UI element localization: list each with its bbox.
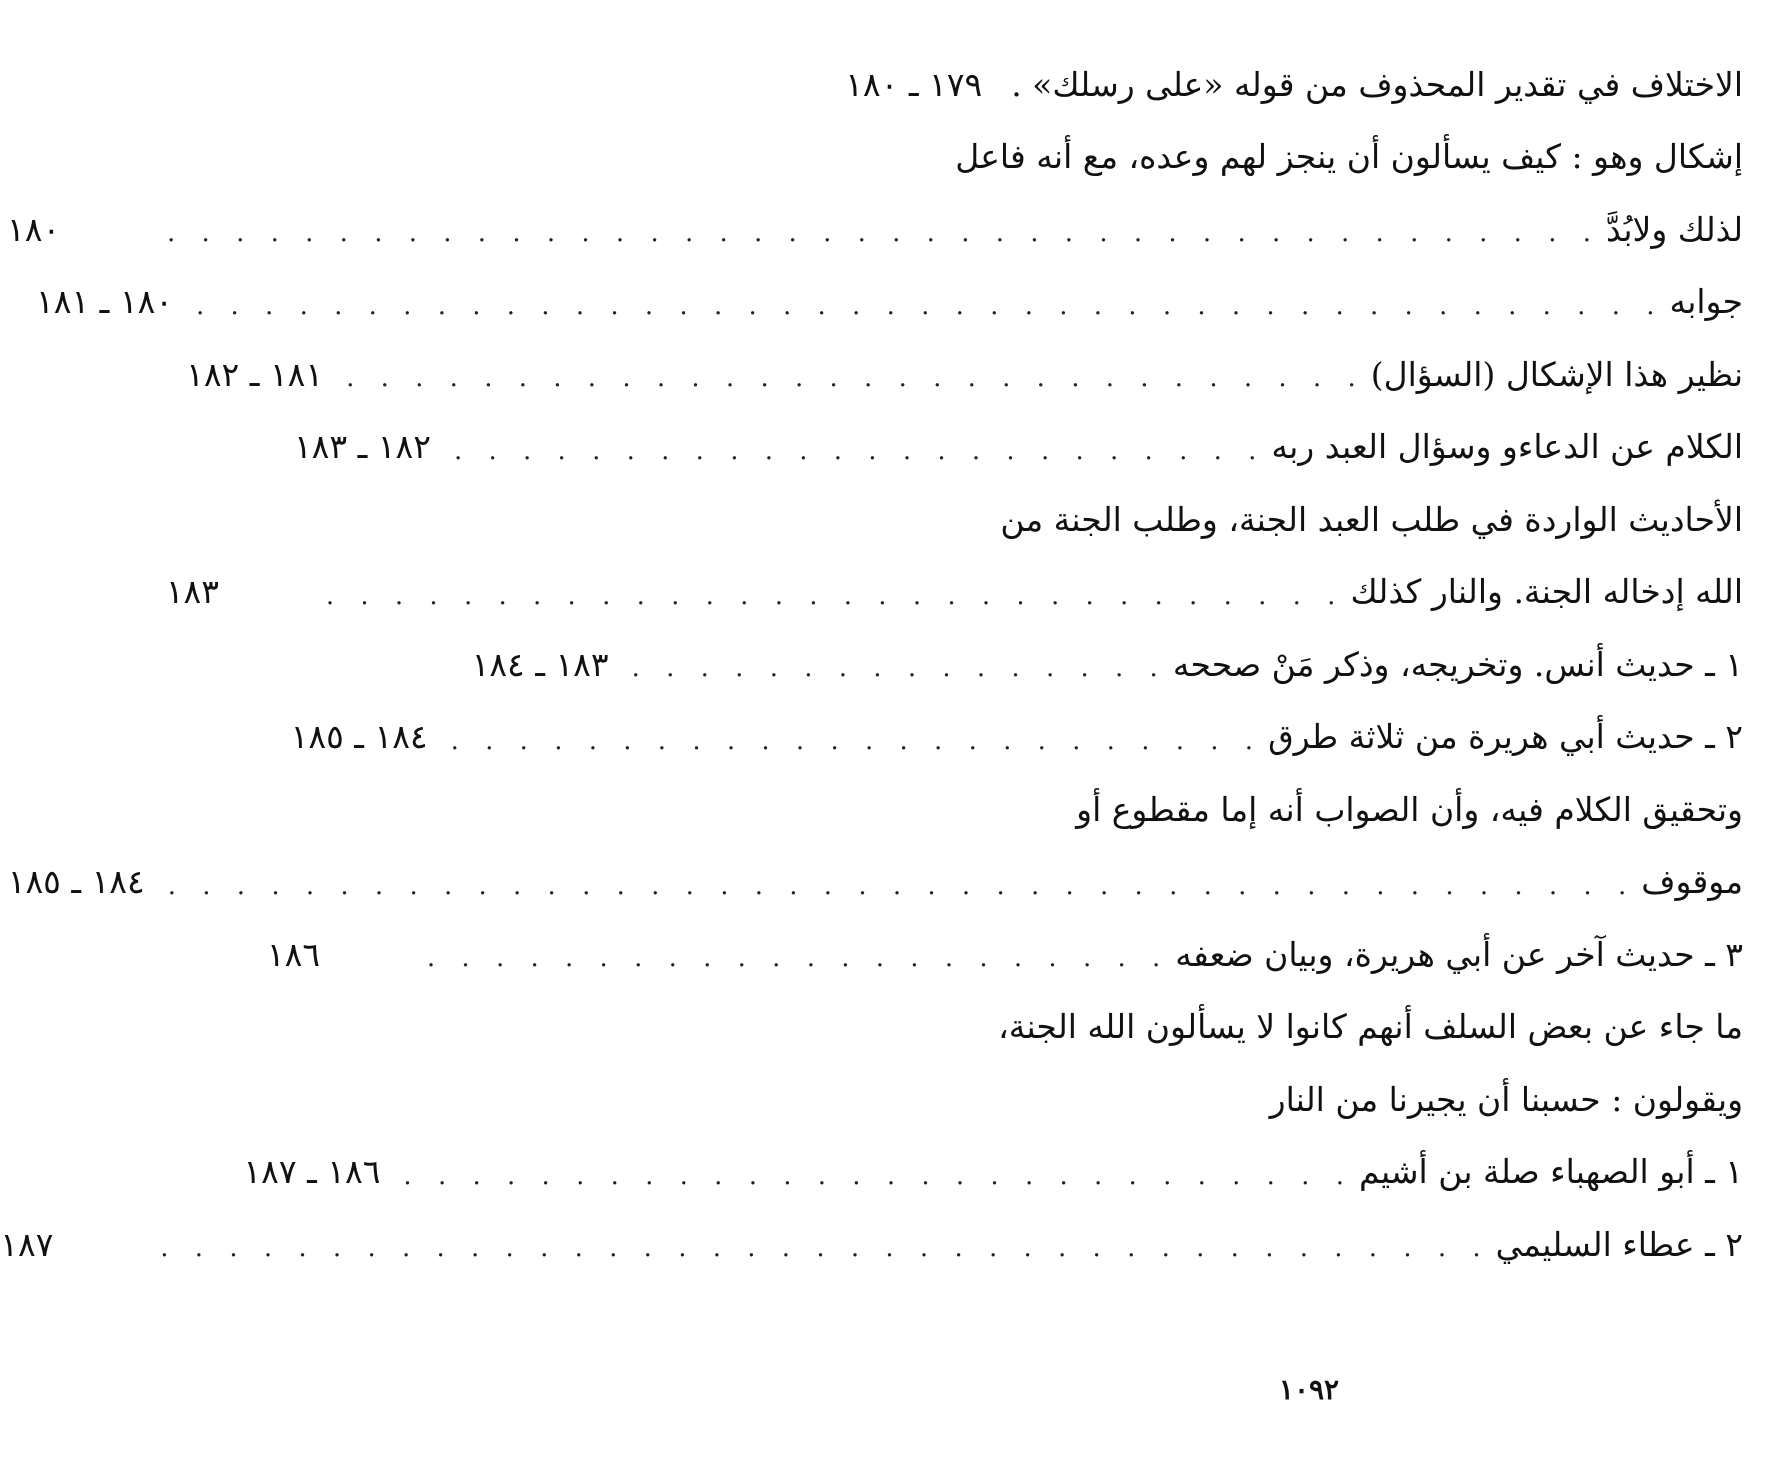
toc-entry-text: ما جاء عن بعض السلف أنهم كانوا لا يسألون الله الجنة، <box>998 1007 1743 1047</box>
toc-entry <box>873 121 1743 194</box>
page-number: ١٠٩٢ <box>1278 1373 1340 1406</box>
toc-entry <box>165 556 1743 629</box>
toc-entry-leader: . . . . . . . . . . . . . . . . . . . . . . . . . . . . . . . . . . . . . . . . . . . <box>196 290 1664 321</box>
toc-entry-leader: . . . . . . . . . . . . . . . . . . . . . . . . <box>453 435 1266 466</box>
toc-entry-text: موقوف <box>1641 862 1743 902</box>
toc-entry <box>873 1063 1743 1136</box>
toc-entry-pages: ١٨٠ ـ ١٨١ <box>36 282 174 322</box>
toc-entry-pages: ١٨٦ <box>266 934 321 974</box>
toc-entry-text: الكلام عن الدعاءو وسؤال العبد ربه <box>1271 427 1743 467</box>
toc-entry-leader: . . . . . . . . . . . . . . . . . . . . . . . . . . . . . . <box>325 580 1345 611</box>
toc-entry-text: الأحاديث الواردة في طلب العبد الجنة، وطلب الجنة من <box>1000 499 1743 539</box>
toc-entry <box>471 628 1743 701</box>
toc-entry-pages: ١٨٢ ـ ١٨٣ <box>293 427 431 467</box>
toc-entry-text: جوابه <box>1669 282 1743 322</box>
toc-entry <box>36 266 1743 339</box>
toc-entry-leader: . . . . . . . . . . . . . . . . . . . . . . . . . . . . . . . . . . . . . . . <box>160 1233 1490 1264</box>
toc-entry <box>243 1136 1743 1209</box>
toc-entry <box>186 338 1743 411</box>
toc-entry-pages: ١٨١ ـ ١٨٢ <box>186 354 324 394</box>
toc-entry <box>7 193 1743 266</box>
toc-entry-text: ٢ ـ حديث أبي هريرة من ثلاثة طرق <box>1268 717 1743 757</box>
toc-entry-text: إشكال وهو : كيف يسألون أن ينجز لهم وعده، مع أنه فاعل <box>955 137 1743 177</box>
toc-entry-text: لذلك ولابُدَّ <box>1606 209 1743 249</box>
toc-entry-text: وتحقيق الكلام فيه، وأن الصواب أنه إما مقطوع أو <box>1076 789 1743 829</box>
toc-entry <box>873 483 1743 556</box>
toc-entry-pages: ١٨٣ <box>165 572 220 612</box>
toc-entry-text: ١ ـ حديث أنس. وتخريجه، وذكر مَنْ صححه <box>1172 644 1743 684</box>
toc-entry-pages: ١٨٤ ـ ١٨٥ <box>290 717 428 757</box>
toc-entry <box>293 411 1743 484</box>
toc-entry-leader: . . . . . . . . . . . . . . . . . . . . . . . . . . . . . . . . . . . . . . . . . . . <box>167 870 1636 901</box>
toc-entry-leader: . . . . . . . . . . . . . . . . . . . . . . <box>426 943 1170 974</box>
toc-entry-leader: . . . . . . . . . . . . . . . . . . . . . . . . . . . . <box>403 1160 1353 1191</box>
toc-entry-text: ١ ـ أبو الصهباء صلة بن أشيم <box>1358 1152 1743 1192</box>
toc-entry-leader: . . . . . . . . . . . . . . . . <box>631 653 1167 684</box>
toc-entry <box>7 846 1743 919</box>
toc-entry-pages: ١٨٦ ـ ١٨٧ <box>243 1152 381 1192</box>
toc-entry <box>873 991 1743 1064</box>
toc-entry-pages: ١٧٩ ـ ١٨٠ <box>845 64 983 104</box>
toc-entry-text: ٢ ـ عطاء السليمي <box>1495 1224 1743 1264</box>
toc-entry-leader: . . . . . . . . . . . . . . . . . . . . . . . . . . . . . . . . . . . . . . . . . . <box>167 218 1600 249</box>
toc-entry <box>845 48 1743 121</box>
toc-entry-text: نظير هذا الإشكال (السؤال) <box>1370 354 1743 394</box>
toc-entry-text: الاختلاف في تقدير المحذوف من قوله «على رسلك» . <box>1011 64 1743 104</box>
toc-entry <box>290 701 1743 774</box>
toc-entry-pages: ١٨٧ <box>0 1224 54 1264</box>
toc-entry-text: الله إدخاله الجنة. والنار كذلك <box>1350 572 1743 612</box>
toc-entry <box>873 773 1743 846</box>
toc-entry-text: ٣ ـ حديث آخر عن أبي هريرة، وبيان ضعفه <box>1175 934 1743 974</box>
toc-page <box>0 48 1743 1281</box>
toc-entry-leader: . . . . . . . . . . . . . . . . . . . . . . . . . . . . . . <box>346 363 1365 394</box>
toc-entry <box>0 1208 1743 1281</box>
toc-entry <box>266 918 1743 991</box>
toc-entry-pages: ١٨٣ ـ ١٨٤ <box>471 644 609 684</box>
toc-entry-text: ويقولون : حسبنا أن يجيرنا من النار <box>1269 1079 1743 1119</box>
toc-entry-pages: ١٨٤ ـ ١٨٥ <box>7 862 145 902</box>
toc-entry-pages: ١٨٠ <box>7 209 61 249</box>
toc-entry-leader: . . . . . . . . . . . . . . . . . . . . . . . . <box>450 725 1263 756</box>
